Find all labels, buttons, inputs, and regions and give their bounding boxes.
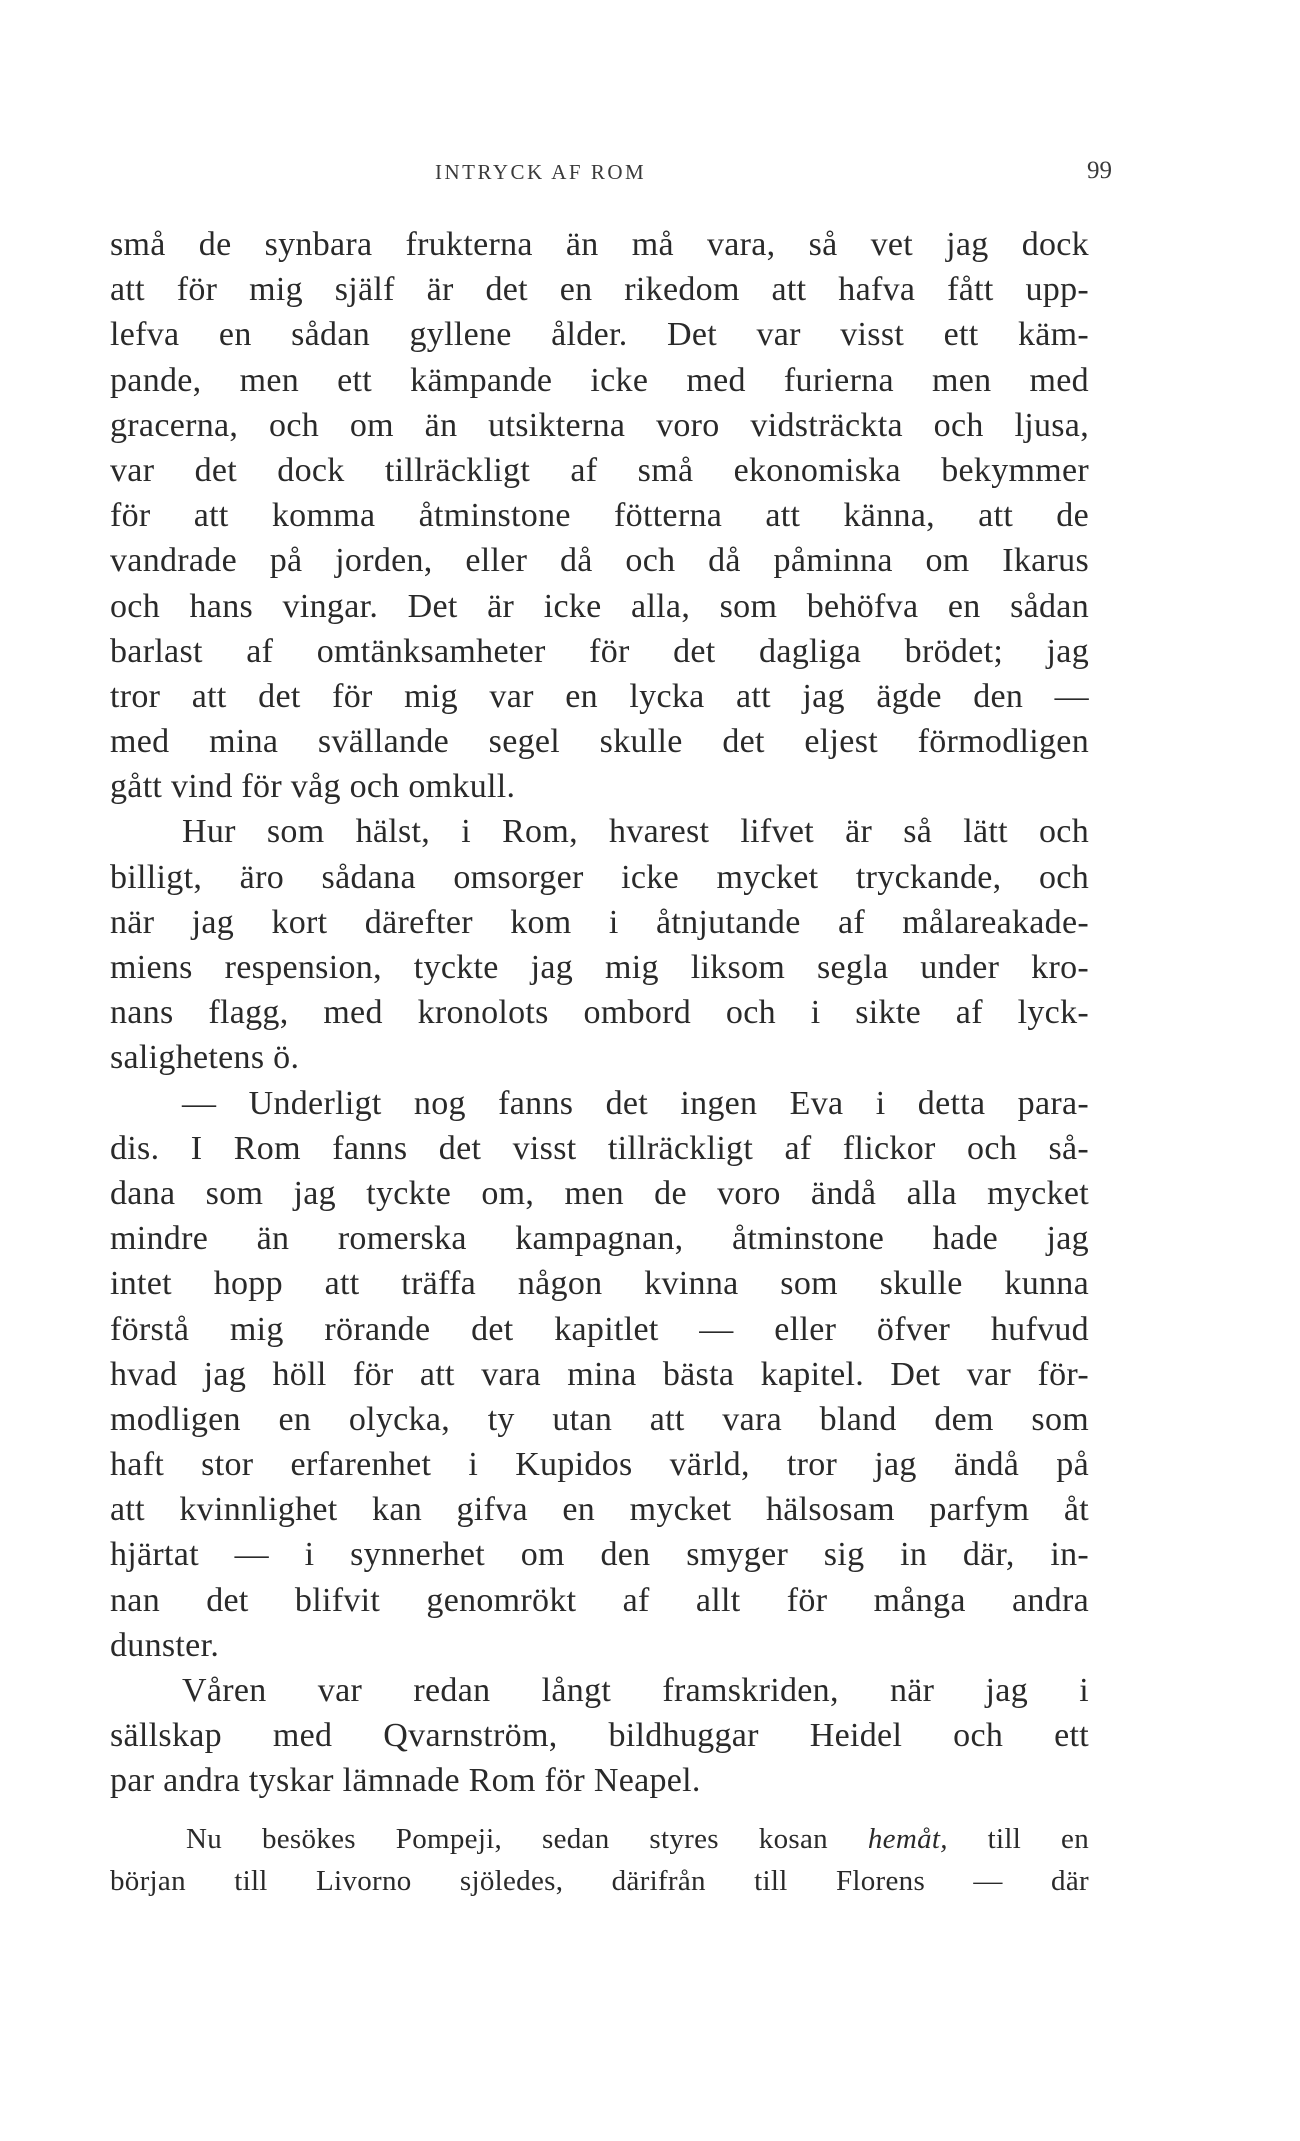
text-line: när jag kort därefter kom i åtnjutande af målareakade- (110, 903, 1089, 941)
text-line: sällskap med Qvarnström, bildhuggar Heidel och ett (110, 1717, 1089, 1755)
text-line: att för mig själf är det en rikedom att hafva fått upp- (110, 271, 1089, 309)
text-line: dunster. (110, 1626, 220, 1664)
small-print-summary (110, 1818, 1089, 1902)
text-line: gracerna, och om än utsikterna voro vidsträckta och ljusa, (110, 406, 1089, 444)
text-line: dana som jag tyckte om, men de voro ändå alla mycket (110, 1174, 1089, 1212)
summary-line (110, 1818, 1089, 1860)
text-line: salighetens ö. (110, 1039, 300, 1077)
text-line: vandrade på jorden, eller då och då påminna om Ikarus (110, 542, 1089, 580)
text-line: hvad jag höll för att vara mina bästa kapitel. Det var för- (110, 1355, 1089, 1393)
text-line: att kvinnlighet kan gifva en mycket hälsosam parfym åt (110, 1491, 1089, 1529)
text-line: förstå mig rörande det kapitlet — eller öfver hufvud (110, 1310, 1089, 1348)
text-line: nans flagg, med kronolots ombord och i sikte af lyck- (110, 994, 1089, 1032)
page-number: 99 (1087, 157, 1112, 184)
text-line: billigt, äro sådana omsorger icke mycket tryckande, och (110, 858, 1089, 896)
running-header (110, 157, 1112, 190)
paragraph-4 (110, 1668, 1089, 1804)
paragraph-3 (110, 1081, 1089, 1668)
body-text (110, 222, 1089, 1902)
text-line: modligen en olycka, ty utan att vara bland dem som (110, 1400, 1089, 1438)
text-line: var det dock tillräckligt af små ekonomiska bekymmer (110, 451, 1089, 489)
text-line: lefva en sådan gyllene ålder. Det var visst ett käm- (110, 316, 1089, 354)
text-line: och hans vingar. Det är icke alla, som behöfva en sådan (110, 587, 1089, 625)
text-line: barlast af omtänksamheter för det dagliga brödet; jag (110, 632, 1089, 670)
text-line: pande, men ett kämpande icke med furierna men med (110, 361, 1089, 399)
text-line: hjärtat — i synnerhet om den smyger sig in där, in- (110, 1536, 1089, 1574)
summary-line: början till Livorno sjöledes, därifrån till Florens — där (110, 1864, 1089, 1897)
text-line: dis. I Rom fanns det visst tillräckligt af flickor och så- (110, 1129, 1089, 1167)
text-line: — Underligt nog fanns det ingen Eva i detta para- (182, 1084, 1089, 1122)
text-line: miens respension, tyckte jag mig liksom segla under kro- (110, 949, 1089, 986)
summary-line-start: Nu besökes Pompeji, sedan styres kosan (186, 1822, 868, 1855)
text-line: tror att det för mig var en lycka att jag ägde den — (110, 677, 1089, 715)
running-header-title: INTRYCK AF ROM (435, 160, 647, 184)
paragraph-1 (110, 222, 1089, 809)
text-line: med mina svällande segel skulle det eljest förmodligen (110, 723, 1089, 761)
text-line: haft stor erfarenhet i Kupidos värld, tror jag ändå på (110, 1446, 1089, 1484)
text-line: Hur som hälst, i Rom, hvarest lifvet är så lätt och (182, 813, 1089, 851)
text-line: nan det blifvit genomrökt af allt för många andra (110, 1581, 1089, 1619)
text-line: mindre än romerska kampagnan, åtminstone hade jag (110, 1220, 1089, 1258)
text-line: intet hopp att träffa någon kvinna som skulle kunna (110, 1265, 1089, 1303)
paragraph-2 (110, 809, 1089, 1080)
summary-line-end: till en (947, 1822, 1089, 1855)
text-line: gått vind för våg och omkull. (110, 768, 516, 806)
summary-italic-word: hemåt, (867, 1822, 948, 1855)
text-line: par andra tyskar lämnade Rom för Neapel. (110, 1762, 701, 1800)
text-line: Våren var redan långt framskriden, när jag i (182, 1672, 1089, 1709)
text-line: för att komma åtminstone fötterna att känna, att de (110, 497, 1089, 535)
text-line: små de synbara frukterna än må vara, så vet jag dock (110, 226, 1089, 263)
